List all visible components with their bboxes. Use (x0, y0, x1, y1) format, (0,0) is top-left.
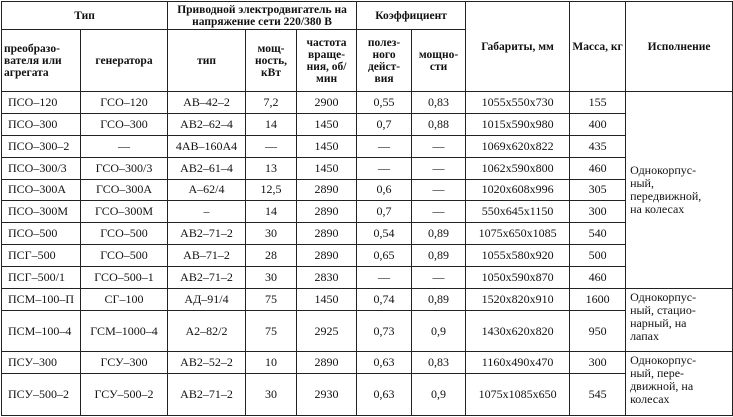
efficiency-cell: 0,6 (357, 179, 412, 201)
power-factor-cell: — (412, 179, 466, 201)
mass-cell: 300 (570, 352, 626, 374)
converter-cell: ПСМ–100–4 (2, 310, 81, 352)
header-generator: генератора (81, 30, 168, 92)
speed-cell: 2930 (297, 374, 357, 416)
efficiency-cell: 0,73 (357, 310, 412, 352)
dimensions-cell: 1430x620x820 (466, 310, 570, 352)
header-coefficient: Коэффициент (357, 2, 466, 30)
efficiency-cell: 0,54 (357, 223, 412, 245)
power-factor-cell: 0,88 (412, 113, 466, 135)
converter-cell: ПСО–300М (2, 201, 81, 223)
generator-cell: ГСО–300/3 (81, 157, 168, 179)
efficiency-cell: — (357, 267, 412, 289)
mass-cell: 950 (570, 310, 626, 352)
header-rotation-speed: частота враще-ния, об/мин (297, 30, 357, 92)
header-converter: преобразо-вателя или агрегата (2, 30, 81, 92)
speed-cell: 1450 (297, 113, 357, 135)
motor-type-cell: АВ2–62–4 (168, 113, 246, 135)
header-drive-motor: Приводной электродвигатель на напряжение сети 220/380 В (168, 2, 357, 30)
dimensions-cell: 1520x820x910 (466, 288, 570, 310)
motor-type-cell: АД–91/4 (168, 288, 246, 310)
dimensions-cell: 1015x590x980 (466, 113, 570, 135)
header-mass: Масса, кг (570, 2, 626, 92)
motor-type-cell: АВ2–71–2 (168, 267, 246, 289)
motor-type-cell: АВ–71–2 (168, 245, 246, 267)
speed-cell: 2890 (297, 179, 357, 201)
speed-cell: 1450 (297, 135, 357, 157)
dimensions-cell: 550x645x1150 (466, 201, 570, 223)
speed-cell: 2900 (297, 92, 357, 114)
speed-cell: 1450 (297, 288, 357, 310)
table-row (2, 267, 733, 289)
generator-cell: — (81, 135, 168, 157)
table-row (2, 223, 733, 245)
power-cell: 30 (246, 374, 297, 416)
motor-type-cell: АВ–42–2 (168, 92, 246, 114)
power-cell: 13 (246, 157, 297, 179)
generator-cell: ГСО–300М (81, 201, 168, 223)
power-cell: 75 (246, 288, 297, 310)
efficiency-cell: 0,63 (357, 352, 412, 374)
table-row (2, 113, 733, 135)
table-row (2, 374, 733, 416)
power-cell: 30 (246, 223, 297, 245)
power-factor-cell: 0,89 (412, 288, 466, 310)
execution-line: лапах (630, 328, 659, 343)
dimensions-cell: 1160x490x470 (466, 352, 570, 374)
motor-type-cell: 4АВ–160А4 (168, 135, 246, 157)
execution-line: нарный, на (630, 315, 687, 330)
motor-type-cell: АВ2–52–2 (168, 352, 246, 374)
speed-cell: 2925 (297, 310, 357, 352)
execution-line: передвижной, (630, 188, 702, 203)
converter-cell: ПСГ–500/1 (2, 267, 81, 289)
power-factor-cell: 0,83 (412, 92, 466, 114)
speed-cell: 2830 (297, 267, 357, 289)
efficiency-cell: 0,74 (357, 288, 412, 310)
execution-line: на колесах (630, 201, 685, 216)
table-row (2, 310, 733, 352)
motor-type-cell: А–62/4 (168, 179, 246, 201)
mass-cell: 155 (570, 92, 626, 114)
mass-cell: 500 (570, 245, 626, 267)
table-body (2, 92, 733, 416)
motor-type-cell: – (168, 201, 246, 223)
execution-line: ный, стацио- (630, 302, 696, 317)
motor-type-cell: А2–82/2 (168, 310, 246, 352)
table-row (2, 201, 733, 223)
generator-cell: ГСУ–300 (81, 352, 168, 374)
table-row (2, 157, 733, 179)
dimensions-cell: 1075x650x1085 (466, 223, 570, 245)
power-cell: 30 (246, 267, 297, 289)
converter-cell: ПСУ–500–2 (2, 374, 81, 416)
efficiency-cell: 0,7 (357, 113, 412, 135)
efficiency-cell: 0,55 (357, 92, 412, 114)
converter-cell: ПСУ–300 (2, 352, 81, 374)
mass-cell: 460 (570, 267, 626, 289)
generator-cell: ГСУ–500–2 (81, 374, 168, 416)
mass-cell: 460 (570, 157, 626, 179)
power-factor-cell: 0,9 (412, 310, 466, 352)
speed-cell: 2890 (297, 352, 357, 374)
power-cell: 14 (246, 201, 297, 223)
motor-type-cell: АВ2–71–2 (168, 223, 246, 245)
header-motor-type: тип (168, 30, 246, 92)
power-cell: 10 (246, 352, 297, 374)
converter-cell: ПСМ–100–П (2, 288, 81, 310)
execution-line: ный, (630, 175, 654, 190)
power-cell: 12,5 (246, 179, 297, 201)
power-factor-cell: 0,9 (412, 374, 466, 416)
power-factor-cell: 0,89 (412, 245, 466, 267)
mass-cell: 1600 (570, 288, 626, 310)
dimensions-cell: 1062x590x800 (466, 157, 570, 179)
execution-line: Однокорпус- (630, 162, 697, 177)
execution-line: движной, на (630, 379, 694, 394)
efficiency-cell: 0,7 (357, 201, 412, 223)
dimensions-cell: 1055x580x920 (466, 245, 570, 267)
generator-cell: ГСО–300 (81, 113, 168, 135)
generator-cell: ГСО–300А (81, 179, 168, 201)
mass-cell: 305 (570, 179, 626, 201)
generator-cell: ГСО–500 (81, 223, 168, 245)
header-efficiency: полез-ного дейст-вия (357, 30, 412, 92)
converter-cell: ПСГ–500 (2, 245, 81, 267)
table-row (2, 245, 733, 267)
table-row (2, 92, 733, 114)
power-factor-cell: — (412, 267, 466, 289)
speed-cell: 2890 (297, 223, 357, 245)
dimensions-cell: 1055x550x730 (466, 92, 570, 114)
execution-line: Однокорпус- (630, 289, 697, 304)
power-factor-cell: 0,83 (412, 352, 466, 374)
converter-cell: ПСО–300А (2, 179, 81, 201)
dimensions-cell: 1069x620x822 (466, 135, 570, 157)
speed-cell: 2890 (297, 201, 357, 223)
mass-cell: 400 (570, 113, 626, 135)
dimensions-cell: 1075x1085x650 (466, 374, 570, 416)
efficiency-cell: — (357, 157, 412, 179)
table-row (2, 352, 733, 374)
speed-cell: 1450 (297, 157, 357, 179)
generator-cell: ГСО–500–1 (81, 267, 168, 289)
power-factor-cell: — (412, 201, 466, 223)
power-cell: 28 (246, 245, 297, 267)
table-row (2, 288, 733, 310)
power-factor-cell: — (412, 157, 466, 179)
execution-line: ный, пере- (630, 366, 685, 381)
mass-cell: 300 (570, 201, 626, 223)
execution-cell (626, 92, 733, 289)
mass-cell: 545 (570, 374, 626, 416)
power-factor-cell: — (412, 135, 466, 157)
header-power: мощ-ность, кВт (246, 30, 297, 92)
dimensions-cell: 1020x608x996 (466, 179, 570, 201)
converter-cell: ПСО–300/3 (2, 157, 81, 179)
converter-cell: ПСО–120 (2, 92, 81, 114)
converter-cell: ПСО–300–2 (2, 135, 81, 157)
execution-line: Однокорпус- (630, 353, 697, 368)
power-cell: 7,2 (246, 92, 297, 114)
execution-cell (626, 288, 733, 352)
execution-line: колесах (630, 392, 670, 407)
power-cell: 75 (246, 310, 297, 352)
generator-cell: СГ–100 (81, 288, 168, 310)
efficiency-cell: 0,65 (357, 245, 412, 267)
converter-cell: ПСО–500 (2, 223, 81, 245)
header-execution: Исполнение (626, 2, 733, 92)
generator-cell: ГСМ–1000–4 (81, 310, 168, 352)
speed-cell: 2890 (297, 245, 357, 267)
motor-type-cell: АВ2–61–4 (168, 157, 246, 179)
dimensions-cell: 1050x590x870 (466, 267, 570, 289)
efficiency-cell: — (357, 135, 412, 157)
table-row (2, 135, 733, 157)
header-type: Тип (2, 2, 168, 30)
generator-cell: ГСО–500 (81, 245, 168, 267)
converters-table (1, 1, 733, 416)
mass-cell: 540 (570, 223, 626, 245)
execution-cell (626, 352, 733, 416)
motor-type-cell: АВ2–71–2 (168, 374, 246, 416)
generator-cell: ГСО–120 (81, 92, 168, 114)
power-cell: 14 (246, 113, 297, 135)
power-cell: — (246, 135, 297, 157)
converter-cell: ПСО–300 (2, 113, 81, 135)
header-power-factor: мощно-сти (412, 30, 466, 92)
efficiency-cell: 0,63 (357, 374, 412, 416)
table-row (2, 179, 733, 201)
power-factor-cell: 0,89 (412, 223, 466, 245)
mass-cell: 435 (570, 135, 626, 157)
header-dimensions: Габариты, мм (466, 2, 570, 92)
